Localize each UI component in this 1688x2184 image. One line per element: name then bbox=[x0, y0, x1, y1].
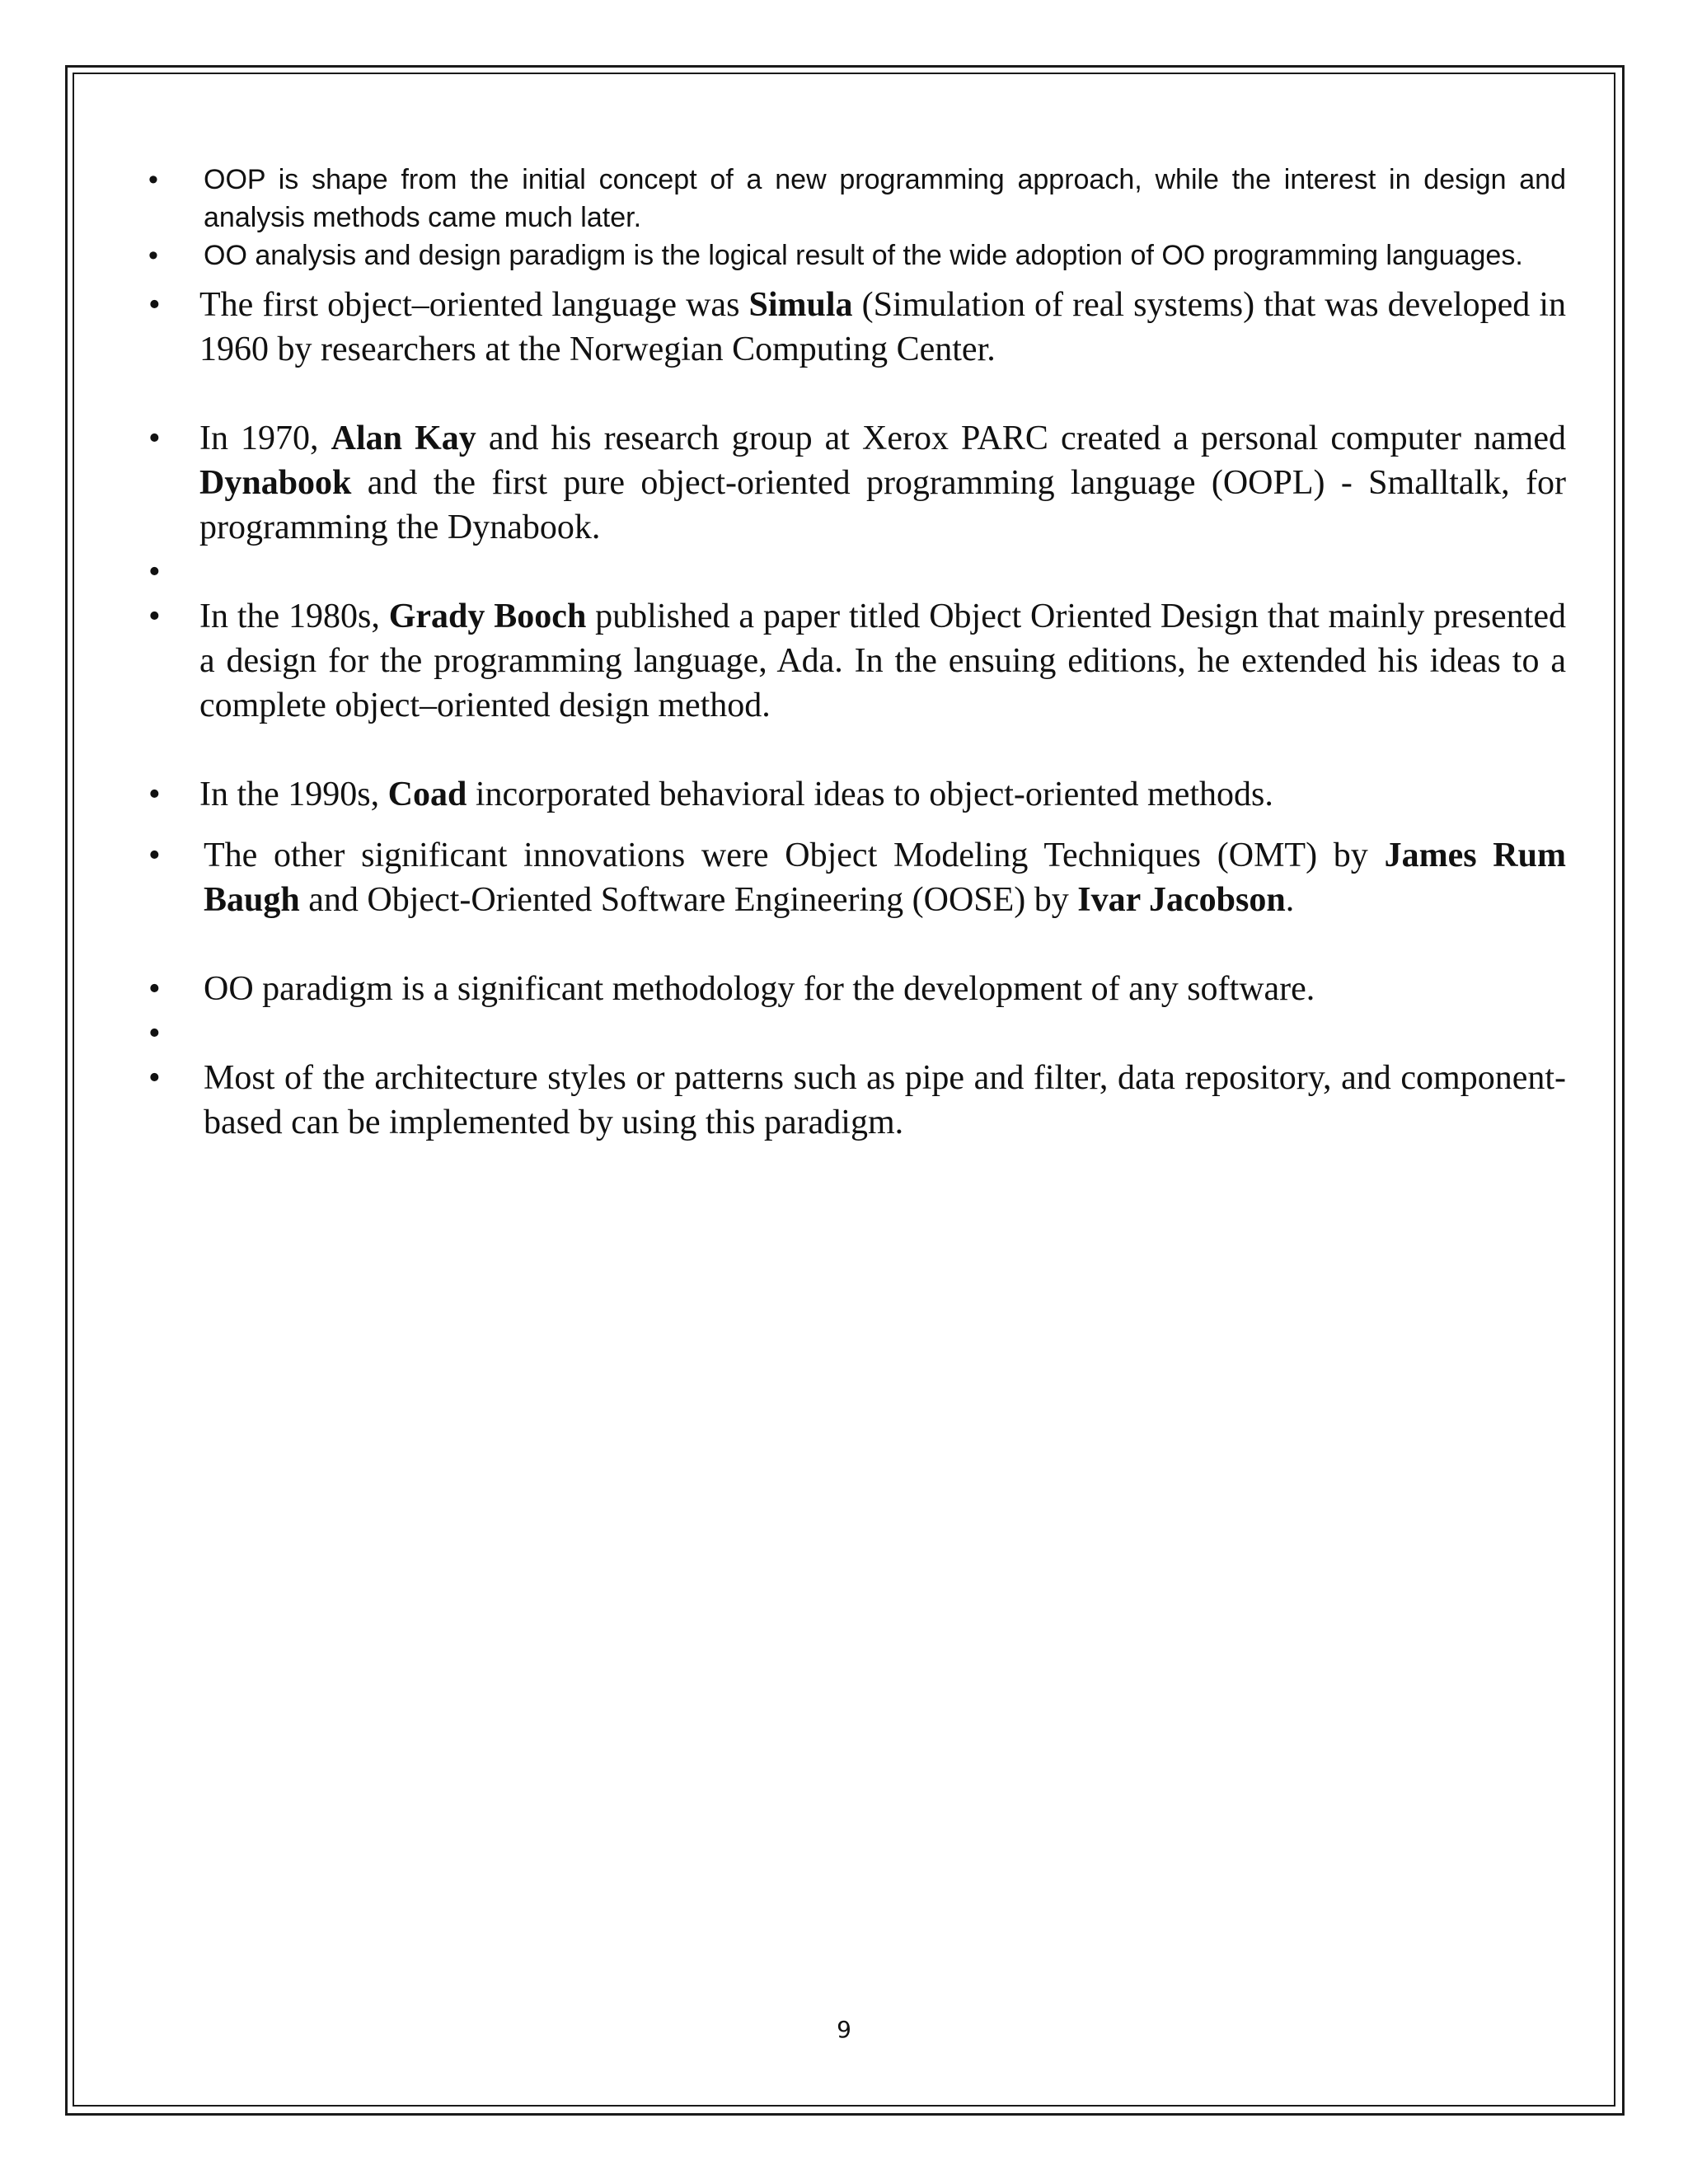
text-run: and his research group at Xerox PARC created a personal computer named bbox=[476, 419, 1566, 457]
bullet-icon bbox=[148, 594, 173, 639]
text-run: The other significant innovations were Object Modeling Techniques (OMT) by bbox=[204, 837, 1385, 874]
list-item bbox=[148, 161, 1566, 237]
page-content bbox=[148, 161, 1566, 1145]
list-item-innovations bbox=[148, 833, 1566, 922]
bullet-icon bbox=[148, 1011, 173, 1056]
text-run: (Simulation of real systems) that was developed in 1960 by researchers at the Norwegian Computing Center. bbox=[199, 286, 1566, 368]
text-run: and Object-Oriented Software Engineering (OOSE) by bbox=[299, 881, 1078, 919]
bold-term: Simula bbox=[748, 286, 853, 324]
list-item-paradigm bbox=[148, 967, 1566, 1011]
bullet-icon bbox=[148, 967, 173, 1011]
text-run: incorporated behavioral ideas to object-oriented methods. bbox=[467, 776, 1273, 813]
list-item bbox=[148, 237, 1566, 274]
text-run: OO paradigm is a significant methodology for the development of any software. bbox=[204, 970, 1315, 1008]
text-run: The first object–oriented language was bbox=[199, 286, 749, 324]
text-run: In 1970, bbox=[199, 419, 331, 457]
list-item-simula bbox=[148, 283, 1566, 372]
bullet-text: OOP is shape from the initial concept of a new programming approach, while the interest in design and analysis methods came much later. bbox=[204, 164, 1566, 233]
bullet-text: OO analysis and design paradigm is the logical result of the wide adoption of OO programming languages. bbox=[204, 240, 1523, 271]
intro-bullet-list bbox=[148, 161, 1566, 274]
bullet-icon bbox=[148, 237, 173, 274]
list-item-empty bbox=[148, 1011, 1566, 1056]
list-item-kay bbox=[148, 416, 1566, 550]
text-run: Most of the architecture styles or patterns such as pipe and filter, data repository, and component-based can be implemented by using this paradigm. bbox=[204, 1059, 1566, 1141]
bold-term: Ivar Jacobson bbox=[1077, 881, 1286, 919]
bullet-icon bbox=[148, 833, 173, 878]
bold-term: Coad bbox=[387, 776, 467, 813]
bold-term: James Rum Baugh bbox=[204, 837, 1566, 919]
bold-term: Dynabook bbox=[199, 464, 352, 502]
bullet-icon bbox=[148, 416, 173, 461]
bullet-icon bbox=[148, 1056, 173, 1100]
list-item-styles bbox=[148, 1056, 1566, 1145]
text-run: In the 1980s, bbox=[199, 598, 389, 635]
bullet-icon bbox=[148, 772, 173, 817]
text-run: . bbox=[1285, 881, 1295, 919]
list-item-empty bbox=[148, 550, 1566, 594]
list-item-coad bbox=[148, 772, 1566, 817]
history-bullet-list bbox=[148, 283, 1566, 1145]
bullet-icon bbox=[148, 283, 173, 327]
text-run: and the first pure object-oriented programming language (OOPL) - Smalltalk, for programming the Dynabook. bbox=[199, 464, 1566, 546]
bold-term: Grady Booch bbox=[388, 598, 587, 635]
bold-term: Alan Kay bbox=[331, 419, 476, 457]
text-run: published a paper titled Object Oriented Design that mainly presented a design for the programming language, Ada. In the ensuing editions, he extended his ideas to a complete object–oriented design method. bbox=[199, 598, 1566, 724]
bullet-icon bbox=[148, 161, 173, 199]
bullet-icon bbox=[148, 550, 173, 594]
text-run: In the 1990s, bbox=[199, 776, 388, 813]
page-number: 9 bbox=[837, 2016, 851, 2043]
list-item-booch bbox=[148, 594, 1566, 728]
